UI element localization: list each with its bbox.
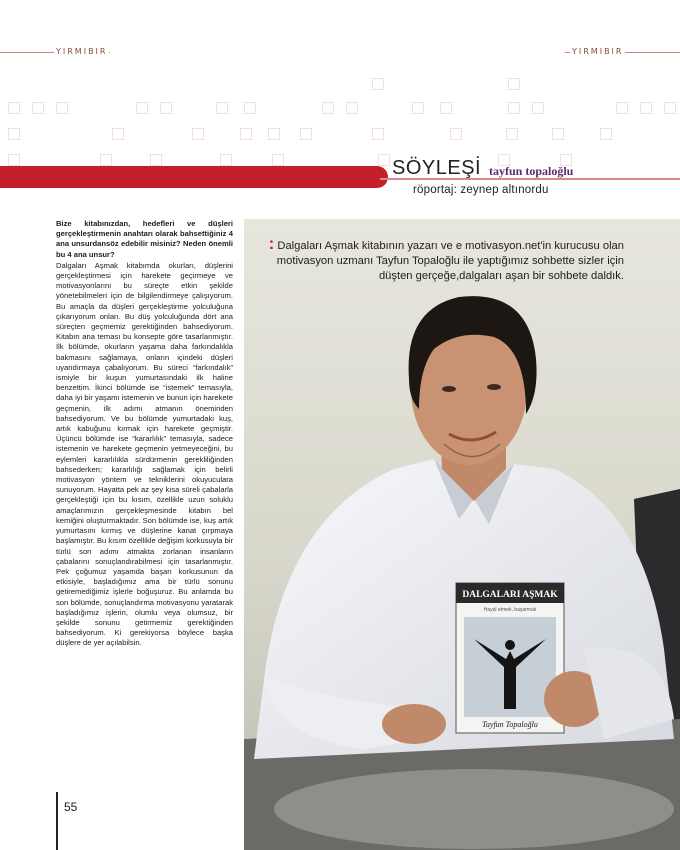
decorative-square bbox=[8, 102, 20, 114]
book-author: Tayfun Topaloğlu bbox=[482, 720, 538, 729]
decorative-square bbox=[100, 154, 112, 166]
decorative-square bbox=[300, 128, 312, 140]
decorative-square bbox=[272, 154, 284, 166]
interview-column bbox=[56, 219, 233, 649]
intro-text bbox=[262, 236, 624, 284]
decorative-square-pattern bbox=[0, 70, 680, 170]
header-word-right: YIRMIBIR bbox=[572, 47, 624, 56]
interview-question: Bize kitabınızdan, hedefleri ve düşleri gerçekleştirmenin anahtarı olarak bahsettiğiniz 4 ana unsurdansöz edebilir misiniz? Neden önemli bu 4 ana unsur? bbox=[56, 219, 233, 259]
decorative-square bbox=[8, 154, 20, 166]
decorative-square bbox=[372, 128, 384, 140]
decorative-square bbox=[268, 128, 280, 140]
byline: röportaj: zeynep altınordu bbox=[413, 184, 549, 196]
decorative-square bbox=[372, 78, 384, 90]
decorative-square bbox=[32, 102, 44, 114]
intro-body: Dalgaları Aşmak kitabının yazarı ve e motivasyon.net'in kurucusu olan motivasyon uzmanı Tayfun Topaloğlu ile yaptığımız sohbette sizler için düşten gerçeğe,dalgaları aşan bir sohbete daldık. bbox=[276, 240, 624, 282]
decorative-square bbox=[552, 128, 564, 140]
decorative-square bbox=[506, 128, 518, 140]
decorative-square bbox=[378, 154, 390, 166]
folio-bar bbox=[56, 792, 58, 850]
page-number: 55 bbox=[64, 800, 78, 814]
decorative-square bbox=[112, 128, 124, 140]
book-title: DALGALARI AŞMAK bbox=[462, 590, 558, 600]
red-banner bbox=[0, 166, 388, 188]
decorative-square bbox=[8, 128, 20, 140]
decorative-square bbox=[532, 102, 544, 114]
interview-answer: Dalgaları Aşmak kitabımda okurları, düşlerini gerçekleştirmesi için harekete geçirmeye ve motivasyonlarını bu süreçte etkin şekilde yönetebilmeleri için de bilgilendirmeye çalışıyorum. Bu amaçla da düşleri gerçekleştirme yolculuğuna çıkarıyorum onları. Bu düş yolculuğunda dört ana süreçten geçmemiz gerektiğinden bahsediyorum. Kitabın ana teması bu konsepte göre tasarlanmıştır. İlk bölümde, okurların yaşama daha farkındalıkla bakmasını sağlamaya, onların içindeki düşleri uyandırmaya çabalıyorum. Bu süreci “farkındalık” ismiyle bir kuşun yumurtasındaki ilk haline benzettim. İkinci bölümde ise “istemek” temasıyla, daha iyi bir yaşamı istemenin ve bunun için harekete geçmenin, ilk adımı atmanın öneminden bahsediyorum. Ve bu bölümde yumurtadaki kuş, artık kabuğunu kırmak için harekete geçmiştir. Üçüncü bölümde ise “kararlılık” temasıyla, sadece istemenin ve harekete geçmenin yetmeyeceğini, bu eylemleri kararlılıkla sürdürmenin gerekliliğinden bahsederken; kararlılığı sağlamak için belirli motivasyon yöntem ve tekniklerini okuyuculara sunuyorum. Hayatta pek az şey kısa süreli çabalarla gerçekleştiği için bu kısım, özellikle uzun soluklu amaçlarımızın gerçekleşmesinde kitabın bel kemiğini oluşturmaktadır. Son bölümde ise, kuş artık yumurtasını kırmış ve düşlerine kanat çırpmaya başlamıştır. Bu kısım özellikle değişim korkusuyla bir türlü son adımı atmakta zorlanan insanların çabalarını sonuçlandırabilmesi için tasarlanmıştır. Pek çoğumuz yaşamda başarı korkusunun da etkisiyle, başladığımız ama bir türlü sonunu getiremediğimiz işlerle boğuşuruz. Bu anlamda bu son bölümde, sonuçlandırma motivasyonu yaratarak başladığımız işlerin, olumlu veya olumsuz, bir şekilde sonunu getirmemiz gerektiğinden bahsediyorum. Ki gerekiyorsa böylece başka düşlere de yer açılabilsin. bbox=[56, 260, 233, 648]
book-subtitle: Hayal etmek, başarmak bbox=[483, 607, 537, 613]
decorative-square bbox=[600, 128, 612, 140]
decorative-square bbox=[616, 102, 628, 114]
decorative-square bbox=[440, 102, 452, 114]
decorative-square bbox=[450, 128, 462, 140]
section-title: SÖYLEŞİ bbox=[392, 157, 482, 179]
intro-marker: : bbox=[268, 234, 275, 253]
decorative-square bbox=[508, 78, 520, 90]
header-word-left: YIRMIBIR bbox=[56, 47, 108, 56]
portrait-illustration bbox=[244, 219, 680, 850]
decorative-square bbox=[664, 102, 676, 114]
decorative-square bbox=[508, 102, 520, 114]
decorative-square bbox=[56, 102, 68, 114]
decorative-square bbox=[322, 102, 334, 114]
decorative-square bbox=[192, 128, 204, 140]
decorative-square bbox=[640, 102, 652, 114]
decorative-square bbox=[412, 102, 424, 114]
decorative-square bbox=[244, 102, 256, 114]
interviewee-name: tayfun topaloğlu bbox=[489, 164, 574, 178]
decorative-square bbox=[216, 102, 228, 114]
decorative-square bbox=[150, 154, 162, 166]
portrait-photo bbox=[244, 219, 680, 850]
decorative-square bbox=[220, 154, 232, 166]
decorative-square bbox=[240, 128, 252, 140]
decorative-square bbox=[160, 102, 172, 114]
decorative-square bbox=[346, 102, 358, 114]
decorative-square bbox=[136, 102, 148, 114]
